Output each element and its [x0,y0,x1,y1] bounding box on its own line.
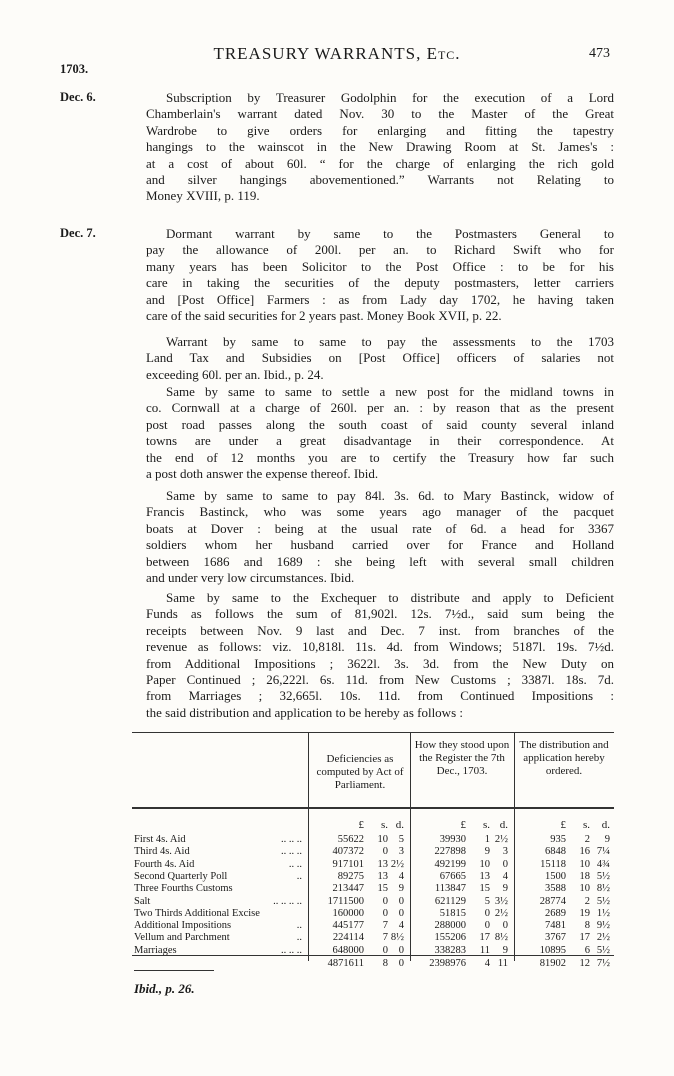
deficiency-value: 0 [382,895,388,907]
text-line: receipts between Nov. 9 last and Dec. 7 inst. from branches of the [146,622,614,638]
text-line: from Marriages ; 32,665l. 10s. 11d. from Continued Impositions : [146,688,614,704]
total-register: 4 [484,958,490,969]
text-line: Money XVIII, p. 119. [146,188,260,204]
register-value: 0 [484,920,490,932]
distribution-value: 8 [584,920,590,932]
row-leader-dots: .. .. .. [281,846,302,858]
register-value: 51815 [439,907,466,919]
text-line: Wardrobe to give orders for enlarging and fitting the tapestry [146,122,614,138]
table-row [132,859,614,872]
distribution-value: 5½ [596,895,610,907]
deficiency-value: 55622 [337,834,364,845]
register-value: 9 [502,944,508,956]
deficiency-value: 1711500 [327,895,364,907]
text-line: Paper Continued ; 26,222l. 6s. 11d. from New Customs ; 3387l. 18s. 7d. [146,672,614,688]
deficiency-value: 0 [382,907,388,919]
text-line: care of the said securities for 2 years past. Money Book XVII, p. 22. [146,308,502,324]
total-distribution: 81902 [539,958,566,969]
row-leader-dots: .. .. .. [281,834,302,845]
register-value: 39930 [439,834,466,845]
col-head-distribution: The distribution and application hereby ordered. [519,739,609,777]
deficiency-value: 4 [398,920,404,932]
text-line: Same by same to same to pay 84l. 3s. 6d. to Mary Bastinck, widow of [166,488,614,503]
distribution-value: 3767 [545,932,566,944]
distribution-value: 2 [584,895,590,907]
distribution-value: 10 [579,858,590,870]
deficiency-value: 224114 [332,932,364,944]
distribution-value: 10 [579,883,590,895]
total-register: 11 [497,958,508,969]
distribution-value: 5½ [596,944,610,956]
margin-year: 1703. [60,62,89,76]
text-line: Francis Bastinck, who was some years ago manager of the pacquet [146,504,614,520]
entry-text [146,384,614,482]
unit-label: d. [601,819,610,831]
row-label: Fourth 4s. Aid [134,858,195,870]
table-header [132,733,614,808]
register-value: 4 [502,870,508,882]
text-line: soldiers whom her husband carried over for France and Holland [146,537,614,553]
unit-label: d. [395,819,404,831]
row-leader-dots: .. [296,932,302,944]
deficiency-value: 0 [398,944,404,956]
deficiency-value: 0 [382,846,388,858]
row-label: Second Quarterly Poll [134,870,228,882]
register-value: 3½ [494,895,508,907]
register-value: 15 [479,883,490,895]
unit-label: s. [482,819,490,831]
distribution-value: 7¼ [596,846,610,858]
table-row [132,896,614,909]
total-register: 2398976 [429,958,466,969]
page-header [0,44,674,76]
deficiency-value: 5 [398,834,404,845]
deficiency-value: 9 [398,883,404,895]
unit-label: s. [380,819,388,831]
distribution-value: 2 [584,834,590,845]
register-value: 3 [502,846,508,858]
text-line: Funds as follows the sum of 81,902l. 12s. 7½d., said sum being the [146,606,614,622]
row-leader-dots: .. .. .. [281,944,302,956]
text-line: hangings to the wainscot in the New Drawing Room at St. James's : [146,139,614,155]
distribution-value: 17 [579,932,590,944]
deficiency-value: 0 [398,907,404,919]
distribution-value: 1½ [596,907,610,919]
distribution-value: 9 [604,834,610,845]
distribution-value: 10895 [539,944,566,956]
deficiency-value: 917101 [332,858,364,870]
table-row [132,871,614,884]
text-line: exceeding 60l. per an. Ibid., p. 24. [146,366,324,382]
entry-date: Dec. 6. [60,90,96,104]
table-row [132,883,614,896]
register-value: 8½ [494,932,508,944]
row-label: Additional Impositions [134,920,232,932]
register-value: 492199 [434,858,466,870]
register-value: 9 [484,846,490,858]
text-line: a post doth answer the expense thereof. Ibid. [146,466,379,482]
register-value: 113847 [434,883,466,895]
footer-citation: Ibid., p. 26. [134,981,195,996]
register-value: 10 [479,858,490,870]
distribution-value: 16 [579,846,590,858]
row-leader-dots: .. .. [288,858,302,870]
register-value: 227898 [434,846,466,858]
row-label: Marriages [134,944,177,956]
text-line: Same by same to same to settle a new post for the midland towns in [166,384,614,399]
table-row [132,834,614,847]
distribution-value: 19 [579,907,590,919]
register-value: 0 [484,907,490,919]
row-label: Two Thirds Additional Excise [134,907,260,919]
register-value: 288000 [434,920,466,932]
register-value: 338283 [434,944,466,956]
text-line: Land Tax and Subsidies on [Post Office] officers of salaries not [146,350,614,366]
text-line: Dormant warrant by same to the Postmasters General to [166,226,614,241]
distribution-value: 9½ [596,920,610,932]
col-head-deficiencies: Deficiencies as computed by Act of Parliament. [316,753,404,791]
entry-text [146,488,614,586]
text-line: Subscription by Treasurer Godolphin for the execution of a Lord [166,90,614,105]
running-title: TREASURY WARRANTS, Etc. [213,44,461,63]
unit-label: s. [582,819,590,831]
register-value: 0 [502,920,508,932]
register-value: 17 [479,932,490,944]
text-line: many years has been Solicitor to the Post Office : to be for his [146,258,614,274]
row-leader-dots: .. [296,870,302,882]
register-value: 5 [484,895,490,907]
distribution-value: 2½ [596,932,610,944]
entry-date: Dec. 7. [60,226,96,240]
deficiency-value: 3 [398,846,404,858]
text-line: co. Cornwall at a charge of 260l. per an. : by reason that as the present [146,400,614,416]
distribution-value: 28774 [539,895,566,907]
deficiency-value: 10 [377,834,388,845]
register-value: 2½ [494,834,508,845]
row-label: Third 4s. Aid [134,846,190,858]
distribution-value: 5½ [596,870,610,882]
unit-label: £ [460,819,466,831]
deficiency-value: 13 [377,870,388,882]
distribution-value: 3588 [545,883,566,895]
text-line: and under very low circumstances. Ibid. [146,570,355,586]
register-value: 0 [502,858,508,870]
register-value: 1 [484,834,490,845]
unit-label: £ [560,819,566,831]
text-line: and [Post Office] Farmers : as from Lady day 1702, he having taken [146,291,614,307]
row-label: Vellum and Parchment [134,932,230,944]
total-deficiency: 4871611 [327,958,364,969]
deficiency-value: 7 [382,932,388,944]
text-line: the end of 12 months you are to certify the Treasury how far such [146,449,614,465]
text-line: Chamberlain's warrant dated Nov. 30 to the Master of the Great [146,106,614,122]
unit-label: £ [358,819,364,831]
deficiency-value: 13 [377,858,388,870]
register-value: 2½ [494,907,508,919]
table-row [132,846,614,859]
text-line: care in taking the securities of the deputy postmasters, letter carriers [146,275,614,291]
distribution-value: 1500 [545,870,566,882]
row-label: Three Fourths Customs [134,883,233,895]
distribution-value: 15118 [540,858,566,870]
text-line: and silver hangings abovementioned.” Warrants not Relating to [146,172,614,188]
text-line: post road passes along the south coast of said county several inland [146,416,614,432]
row-label: Salt [134,895,151,907]
register-value: 621129 [434,895,466,907]
text-line: pay the allowance of 200l. per an. to Richard Swift who for [146,242,614,258]
text-line: Warrant by same to same to pay the assessments to the 1703 [166,334,614,349]
table-row [132,908,614,921]
register-value: 11 [479,944,490,956]
deficiency-value: 160000 [332,907,364,919]
col-head-register: How they stood upon the Register the 7th Dec., 1703. [414,739,510,777]
text-line: boats at Dover : being at the usual rate of 6d. a head for 3367 [146,520,614,536]
row-leader-dots: .. [296,920,302,932]
unit-label: d. [499,819,508,831]
total-distribution: 7½ [596,958,610,969]
page-number: 473 [589,46,610,61]
row-label: First 4s. Aid [134,834,186,845]
entry-text [146,590,614,721]
row-leader-dots: .. .. .. .. [273,895,302,907]
deficiency-value: 89275 [337,870,364,882]
distribution-value: 8½ [596,883,610,895]
distribution-value: 2689 [545,907,566,919]
deficiency-value: 213447 [332,883,364,895]
distribution-value: 7481 [545,920,566,932]
deficiency-value: 407372 [332,846,364,858]
register-value: 13 [479,870,490,882]
entry-text [146,90,614,205]
total-deficiency: 0 [398,958,404,969]
table-row [132,932,614,945]
table-row [132,920,614,933]
distribution-value: 18 [579,870,590,882]
distribution-value: 935 [550,834,566,845]
footer-rule [134,970,214,971]
text-line: Same by same to the Exchequer to distribute and apply to Deficient [166,590,614,605]
deficiency-value: 8½ [390,932,404,944]
register-value: 155206 [434,932,466,944]
entry-text [146,334,614,383]
entry-text [146,226,614,324]
deficiency-value: 648000 [332,944,364,956]
distribution-value: 6 [584,944,590,956]
deficiency-value: 15 [377,883,388,895]
distribution-table [132,732,614,969]
total-deficiency: 8 [382,958,388,969]
text-line: the said distribution and application to be hereby as follows : [146,704,463,720]
total-distribution: 12 [579,958,590,969]
deficiency-value: 0 [382,944,388,956]
deficiency-value: 0 [398,895,404,907]
register-value: 9 [502,883,508,895]
distribution-value: 4¾ [596,858,610,870]
distribution-value: 6848 [545,846,566,858]
text-line: between 1686 and 1689 : she being left with several small children [146,553,614,569]
text-line: at a cost of about 60l. “ for the charge of enlarging the rich gold [146,155,614,171]
deficiency-value: 445177 [332,920,364,932]
text-line: from Additional Impositions ; 3622l. 3s. 3d. from the New Duty on [146,655,614,671]
deficiency-value: 4 [398,870,404,882]
deficiency-value: 7 [382,920,388,932]
text-line: revenue as follows: viz. 10,818l. 11s. 4d. from Windows; 5187l. 19s. 7½d. [146,639,614,655]
text-line: towns are under a great disadvantage in their correspondence. At [146,433,614,449]
deficiency-value: 2½ [390,858,404,870]
register-value: 67665 [439,870,466,882]
